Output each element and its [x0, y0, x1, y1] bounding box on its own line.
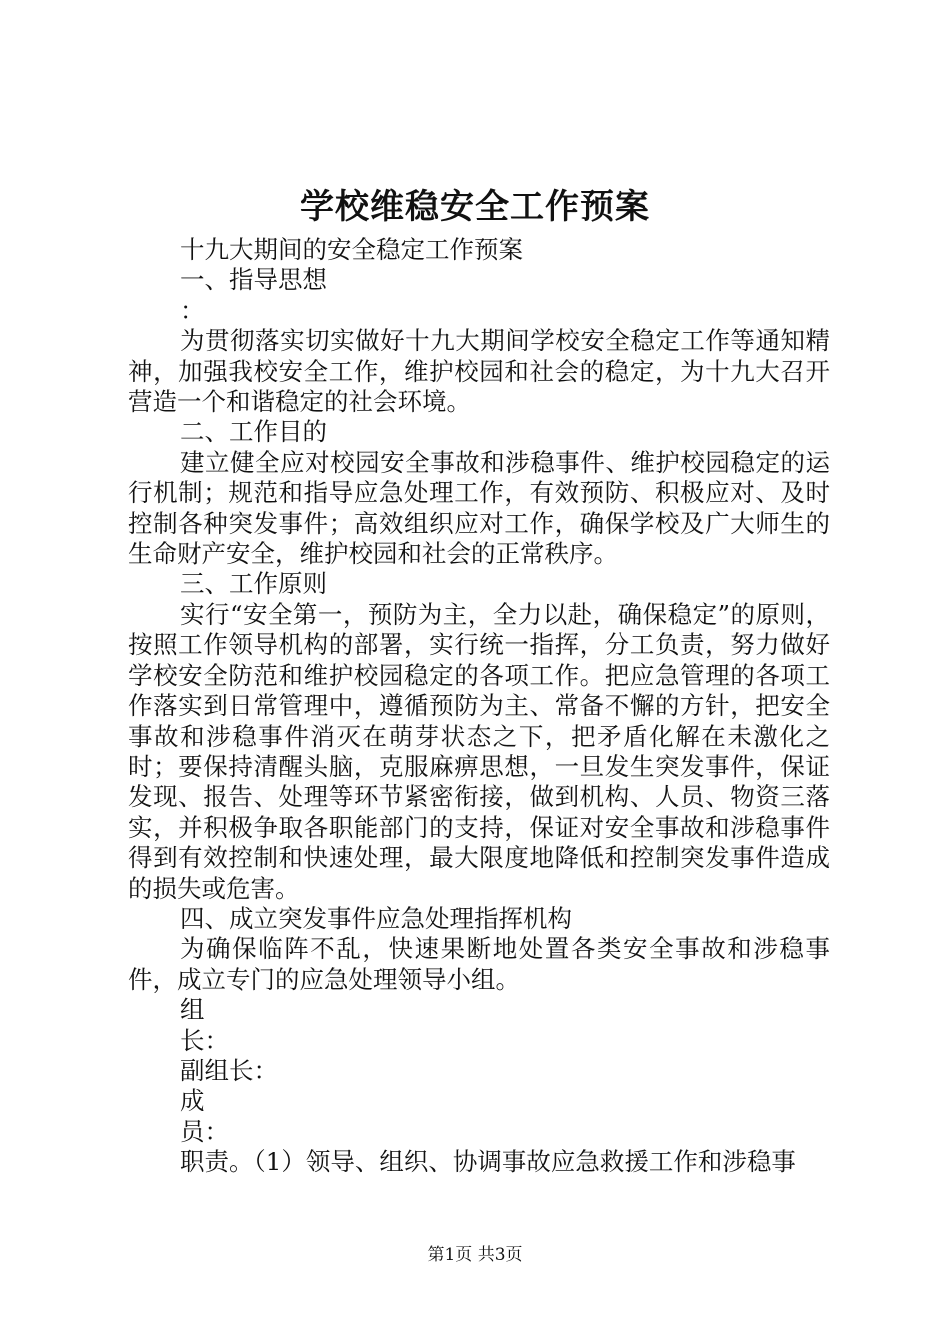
members-label-part1: 成	[180, 1086, 205, 1116]
paragraph-work-principle: 实行“安全第一，预防为主，全力以赴，确保稳定”的原则，按照工作领导机构的部署，实行统一指挥，分工负责，努力做好学校安全防范和维护校园稳定的各项工作。把应急管理的各项工作落实到日常管理中，遵循预防为主、常备不懈的方针，把安全事故和涉稳事件消灭在萌芽状态之下，把矛盾化解在未激化之时；要保持清醒头脑，克服麻痹思想，一旦发生突发事件，保证发现、报告、处理等环节紧密衔接，做到机构、人员、物资三落实，并积极争取各职能部门的支持，保证对安全事故和涉稳事件得到有效控制和快速处理，最大限度地降低和控制突发事件造成的损失或危害。	[128, 599, 830, 903]
subtitle-line: 十九大期间的安全稳定工作预案	[180, 235, 523, 264]
paragraph-command-body: 为确保临阵不乱，快速果断地处置各类安全事故和涉稳事件，成立专门的应急处理领导小组。	[128, 934, 830, 994]
duties-line: 职责。（1）领导、组织、协调事故应急救援工作和涉稳事	[180, 1147, 796, 1177]
document-title: 学校维稳安全工作预案	[300, 187, 650, 227]
paragraph-guiding-thought: 为贯彻落实切实做好十九大期间学校安全稳定工作等通知精神，加强我校安全工作，维护校园和社会的稳定，为十九大召开营造一个和谐稳定的社会环境。	[128, 326, 830, 417]
section-heading-4: 四、成立突发事件应急处理指挥机构	[180, 903, 572, 933]
page-footer: 第1页 共3页	[427, 1245, 523, 1265]
leader-label-part2: 长：	[180, 1025, 229, 1055]
section-heading-1: 一、指导思想	[180, 265, 327, 295]
colon-line: ：	[180, 295, 205, 325]
document-body	[128, 235, 830, 1178]
members-label-part2: 员：	[180, 1116, 229, 1146]
leader-label-part1: 组	[180, 995, 205, 1025]
section-heading-2: 二、工作目的	[180, 417, 327, 447]
paragraph-work-purpose: 建立健全应对校园安全事故和涉稳事件、维护校园稳定的运行机制；规范和指导应急处理工作，有效预防、积极应对、及时控制各种突发事件；高效组织应对工作，确保学校及广大师生的生命财产安全，维护校园和社会的正常秩序。	[128, 447, 830, 569]
section-heading-3: 三、工作原则	[180, 569, 327, 599]
deputy-leader-label: 副组长：	[180, 1055, 278, 1085]
